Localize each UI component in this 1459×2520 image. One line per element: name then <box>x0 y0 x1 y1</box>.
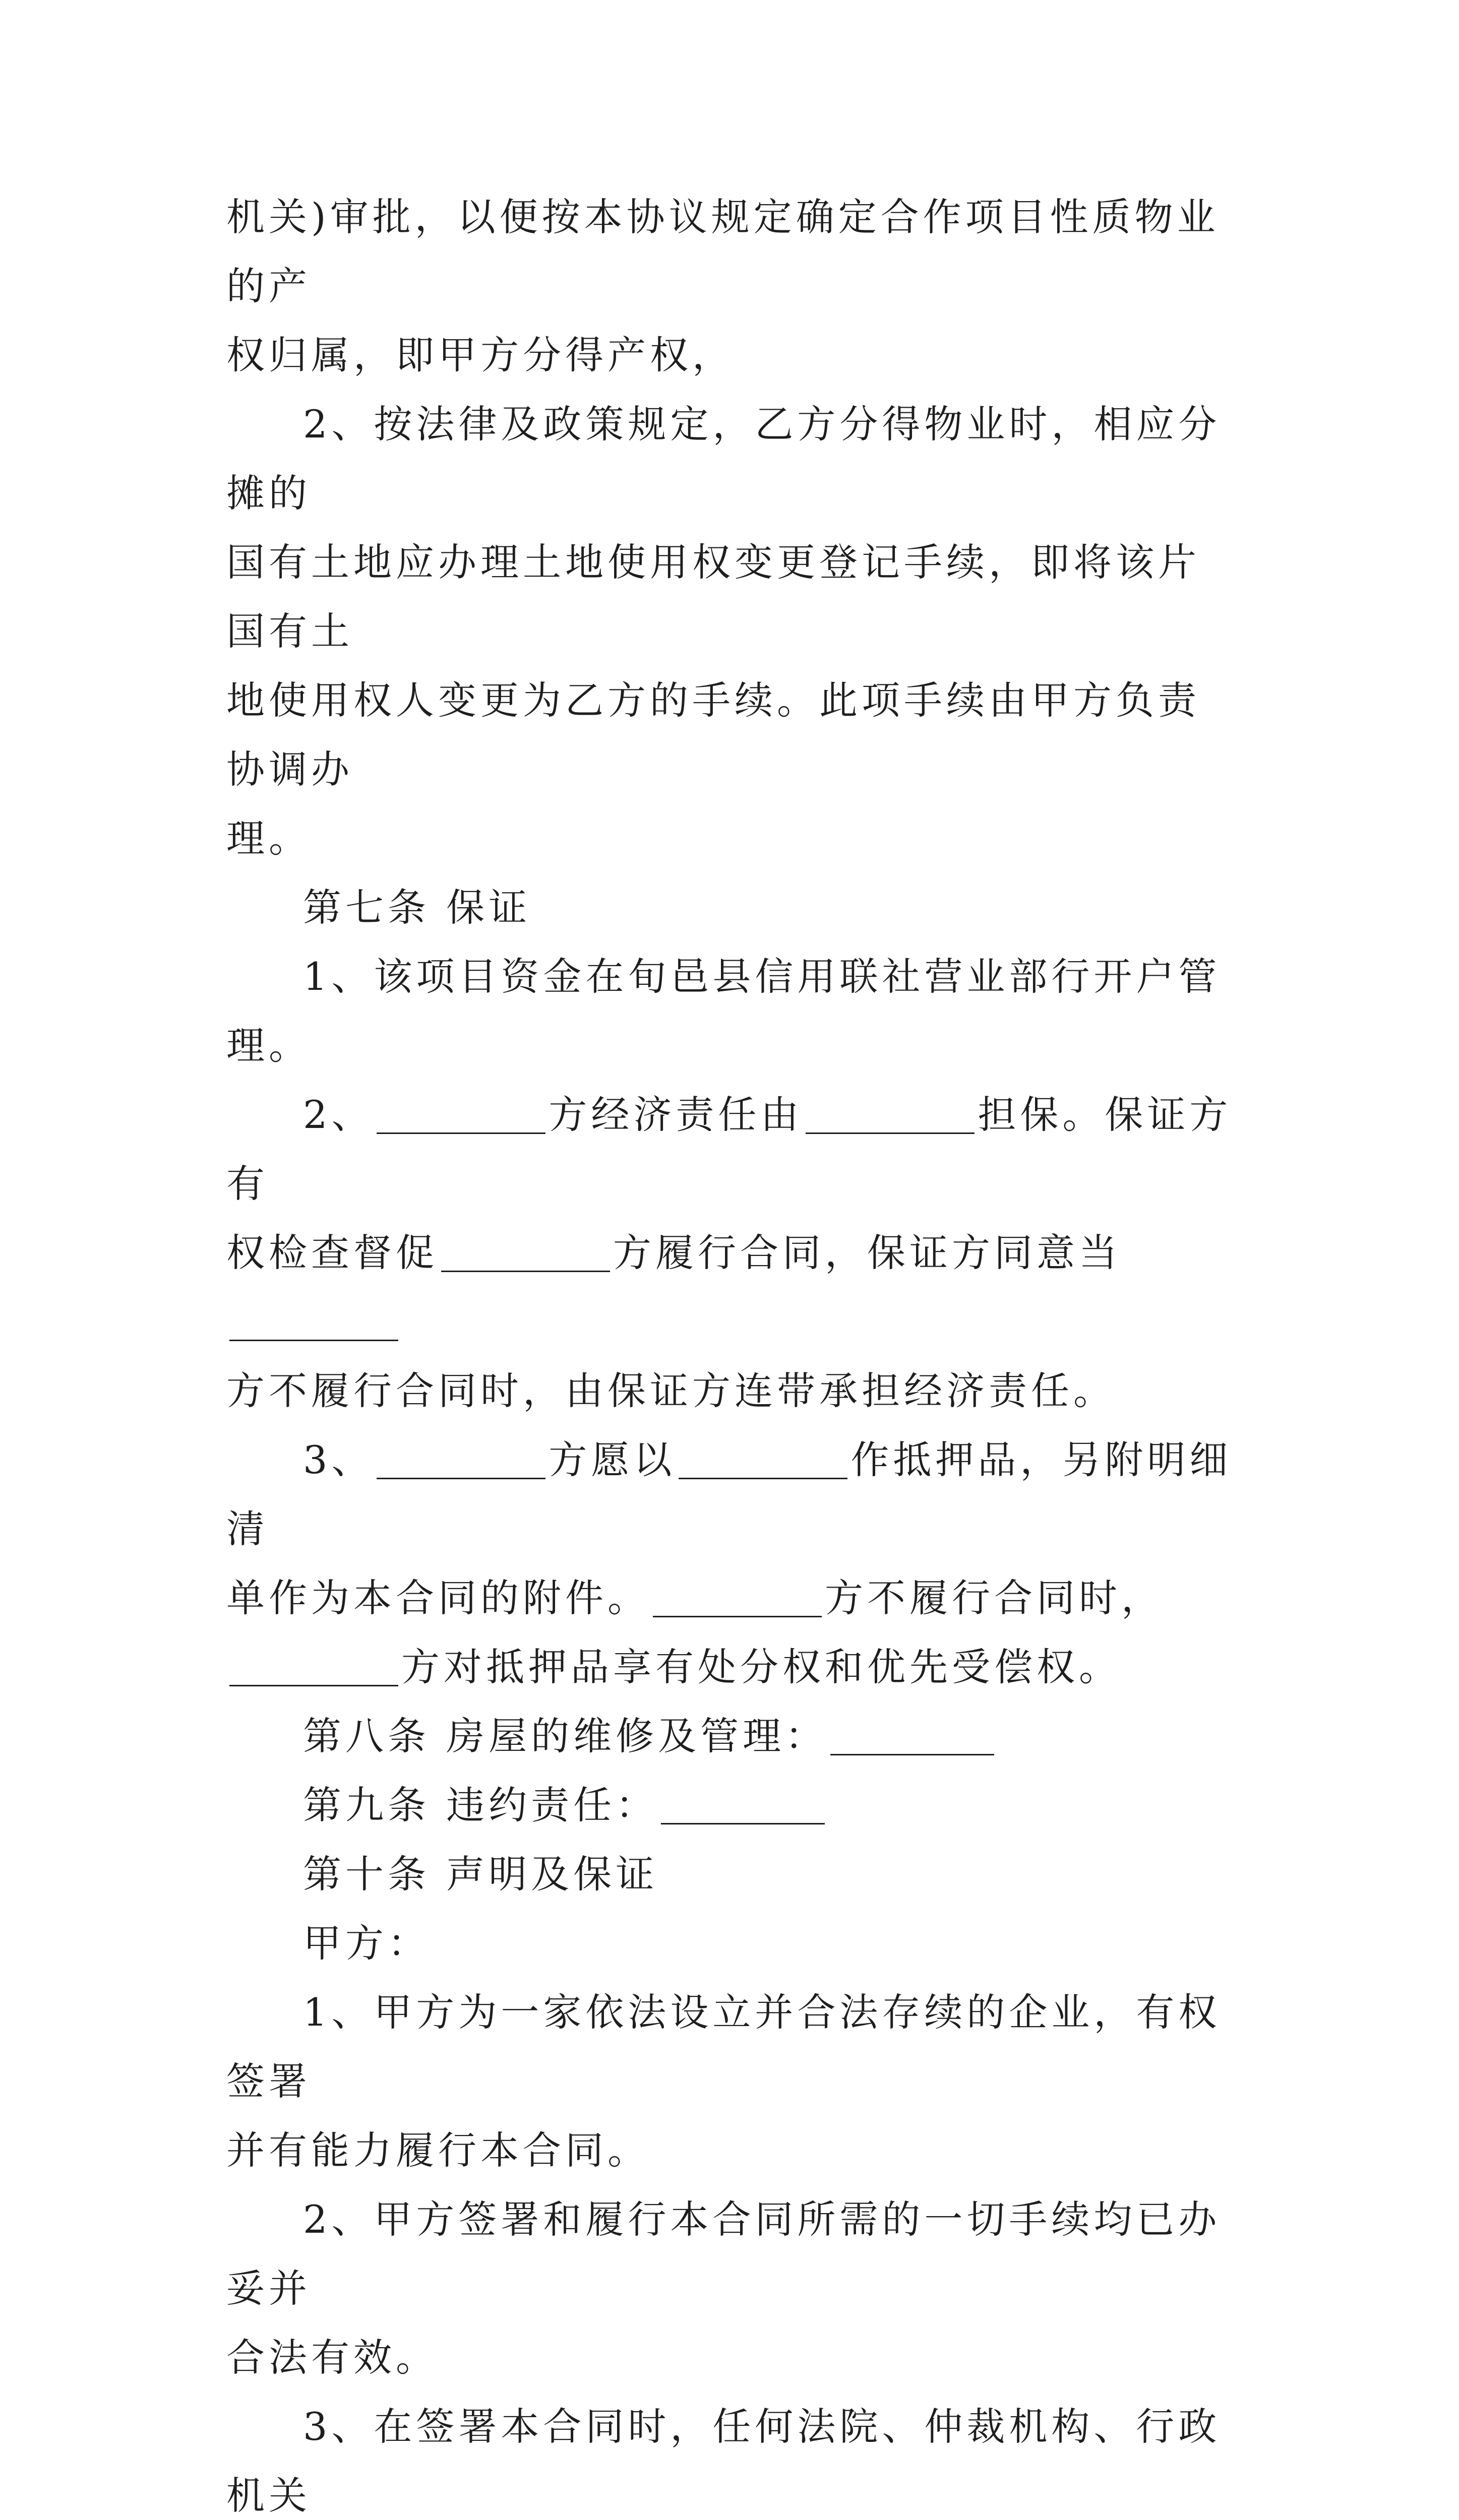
text-line: 3、在签署本合同时，任何法院、仲裁机构、行政机关 <box>226 2404 1221 2518</box>
text-line: 权归属，即甲方分得产权， <box>226 333 735 377</box>
text-line: 1、甲方为一家依法设立并合法存续的企业，有权签署 <box>226 1990 1221 2104</box>
text-line: 2、甲方签署和履行本合同所需的一切手续均已办妥并 <box>226 2197 1221 2311</box>
fill-blank[interactable] <box>661 1788 825 1824</box>
article-7-heading: 第七条 保证 <box>303 885 531 930</box>
fill-blank[interactable] <box>377 1442 545 1479</box>
text-line: 2、按法律及政策规定，乙方分得物业时，相应分摊的 <box>226 402 1221 516</box>
article-7-clause-3-line-3 <box>226 1632 1240 1702</box>
article-10-heading: 第十条 声明及保证 <box>303 1852 658 1897</box>
clause-text: 方愿以 <box>549 1437 676 1482</box>
fill-blank[interactable] <box>377 1097 545 1134</box>
text-line: 地使用权人变更为乙方的手续。此项手续由甲方负责协调办 <box>226 678 1200 792</box>
clause-text: 单作为本合同的附件。 <box>226 1576 650 1620</box>
article-7-clause-3 <box>226 1425 1240 1563</box>
fill-blank[interactable] <box>830 1719 994 1755</box>
article-7-clause-2-line-2 <box>226 1218 1240 1356</box>
fill-blank[interactable] <box>653 1581 822 1617</box>
clause-text: 方履行合同，保证方同意当 <box>613 1230 1121 1275</box>
article-7-clause-3-line-2 <box>226 1563 1240 1632</box>
party-a-label: 甲方： <box>303 1921 430 1966</box>
article-8 <box>226 1702 1240 1771</box>
clause-text: 担保。保证方有 <box>226 1092 1232 1206</box>
fill-blank[interactable] <box>229 1650 398 1686</box>
text-line: 理。 <box>226 816 311 861</box>
clause-text: 方经济责任由 <box>549 1092 803 1137</box>
text-line: 方不履行合同时，由保证方连带承担经济责任。 <box>226 1368 1116 1413</box>
clause-number: 2、 <box>303 1092 374 1137</box>
clause-text: 方不履行合同时， <box>825 1576 1164 1620</box>
article-7-clause-2 <box>226 1080 1240 1218</box>
clause-number: 3、 <box>303 1437 374 1482</box>
clause-text: 方对抵押品享有处分权和优先受偿权。 <box>401 1645 1121 1689</box>
contract-body <box>226 182 1240 2520</box>
fill-blank[interactable] <box>806 1097 975 1134</box>
text-line: 国有土地应办理土地使用权变更登记手续，即将该片国有土 <box>226 540 1200 654</box>
article-8-heading: 第八条 房屋的维修及管理： <box>303 1714 828 1758</box>
article-9 <box>226 1771 1240 1840</box>
fill-blank[interactable] <box>441 1235 610 1272</box>
clause-text: 权检查督促 <box>226 1230 438 1275</box>
article-9-heading: 第九条 违约责任： <box>303 1783 658 1828</box>
fill-blank[interactable] <box>229 1304 398 1341</box>
text-line: 1、该项目资金在旬邑县信用联社营业部行开户管理。 <box>226 954 1221 1068</box>
text-line: 合法有效。 <box>226 2335 438 2380</box>
text-line: 机关)审批，以便按本协议规定确定合作项目性质物业的产 <box>226 195 1220 308</box>
fill-blank[interactable] <box>679 1442 847 1479</box>
text-line: 并有能力履行本合同。 <box>226 2128 650 2173</box>
clause-text: 作抵押品，另附明细清 <box>226 1437 1232 1551</box>
